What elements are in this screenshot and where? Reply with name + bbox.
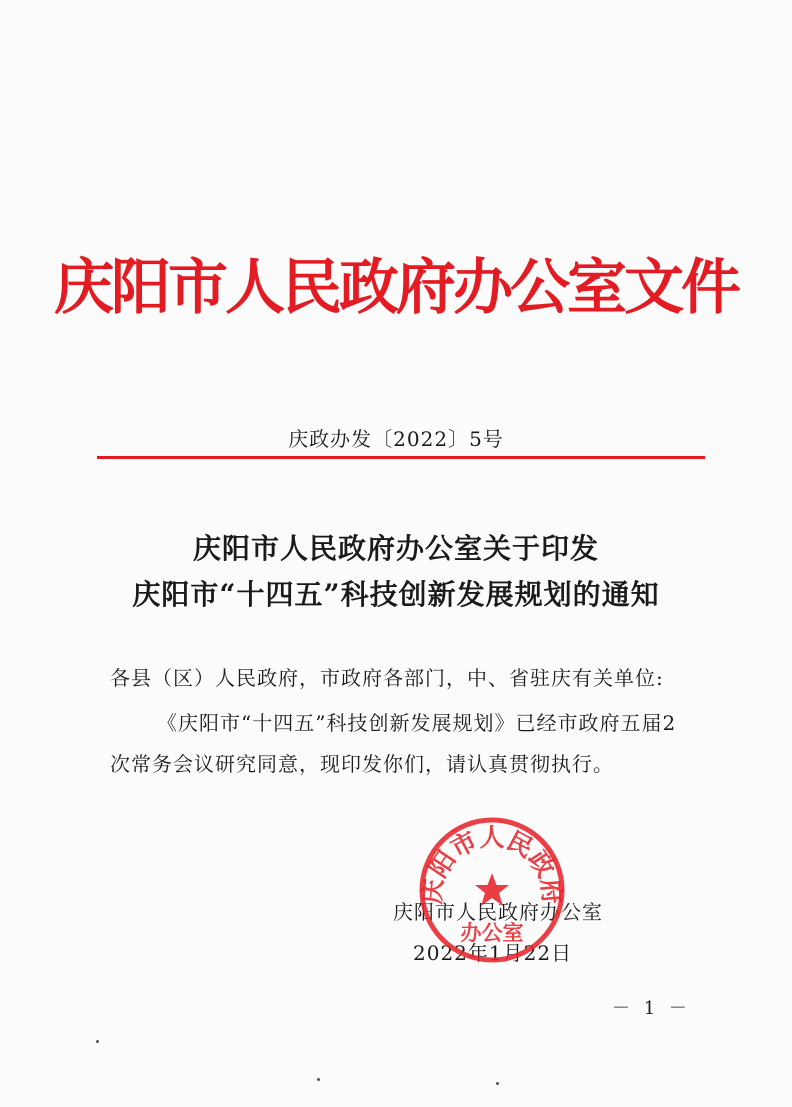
body-paragraph-line-1: 《庆阳市“十四五”科技创新发展规划》已经市政府五届2	[157, 711, 677, 735]
scan-speck	[496, 1082, 499, 1085]
seal-arc-text: 庆阳市人民政府	[417, 823, 567, 906]
scan-speck	[96, 1040, 99, 1043]
header-red-rule	[97, 456, 705, 459]
document-number: 庆政办发〔2022〕5号	[288, 427, 504, 451]
notice-title-line-2: 庆阳市“十四五”科技创新发展规划的通知	[132, 578, 660, 611]
scan-speck	[317, 1078, 320, 1081]
header-title: 庆阳市人民政府办公室文件	[54, 253, 738, 323]
body-paragraph-line-2: 次常务会议研究同意，现印发你们，请认真贯彻执行。	[110, 752, 614, 776]
salutation: 各县（区）人民政府，市政府各部门，中、省驻庆有关单位:	[110, 666, 664, 690]
official-seal-icon	[417, 815, 567, 965]
seal-star-icon	[475, 873, 509, 906]
signature-date: 2022年1月22日	[413, 941, 573, 965]
notice-title-line-1: 庆阳市人民政府办公室关于印发	[192, 532, 599, 565]
signature-organization: 庆阳市人民政府办公室	[393, 900, 603, 924]
page-number: － 1 －	[612, 998, 691, 1019]
seal-bottom-text: 办公室	[460, 920, 524, 945]
